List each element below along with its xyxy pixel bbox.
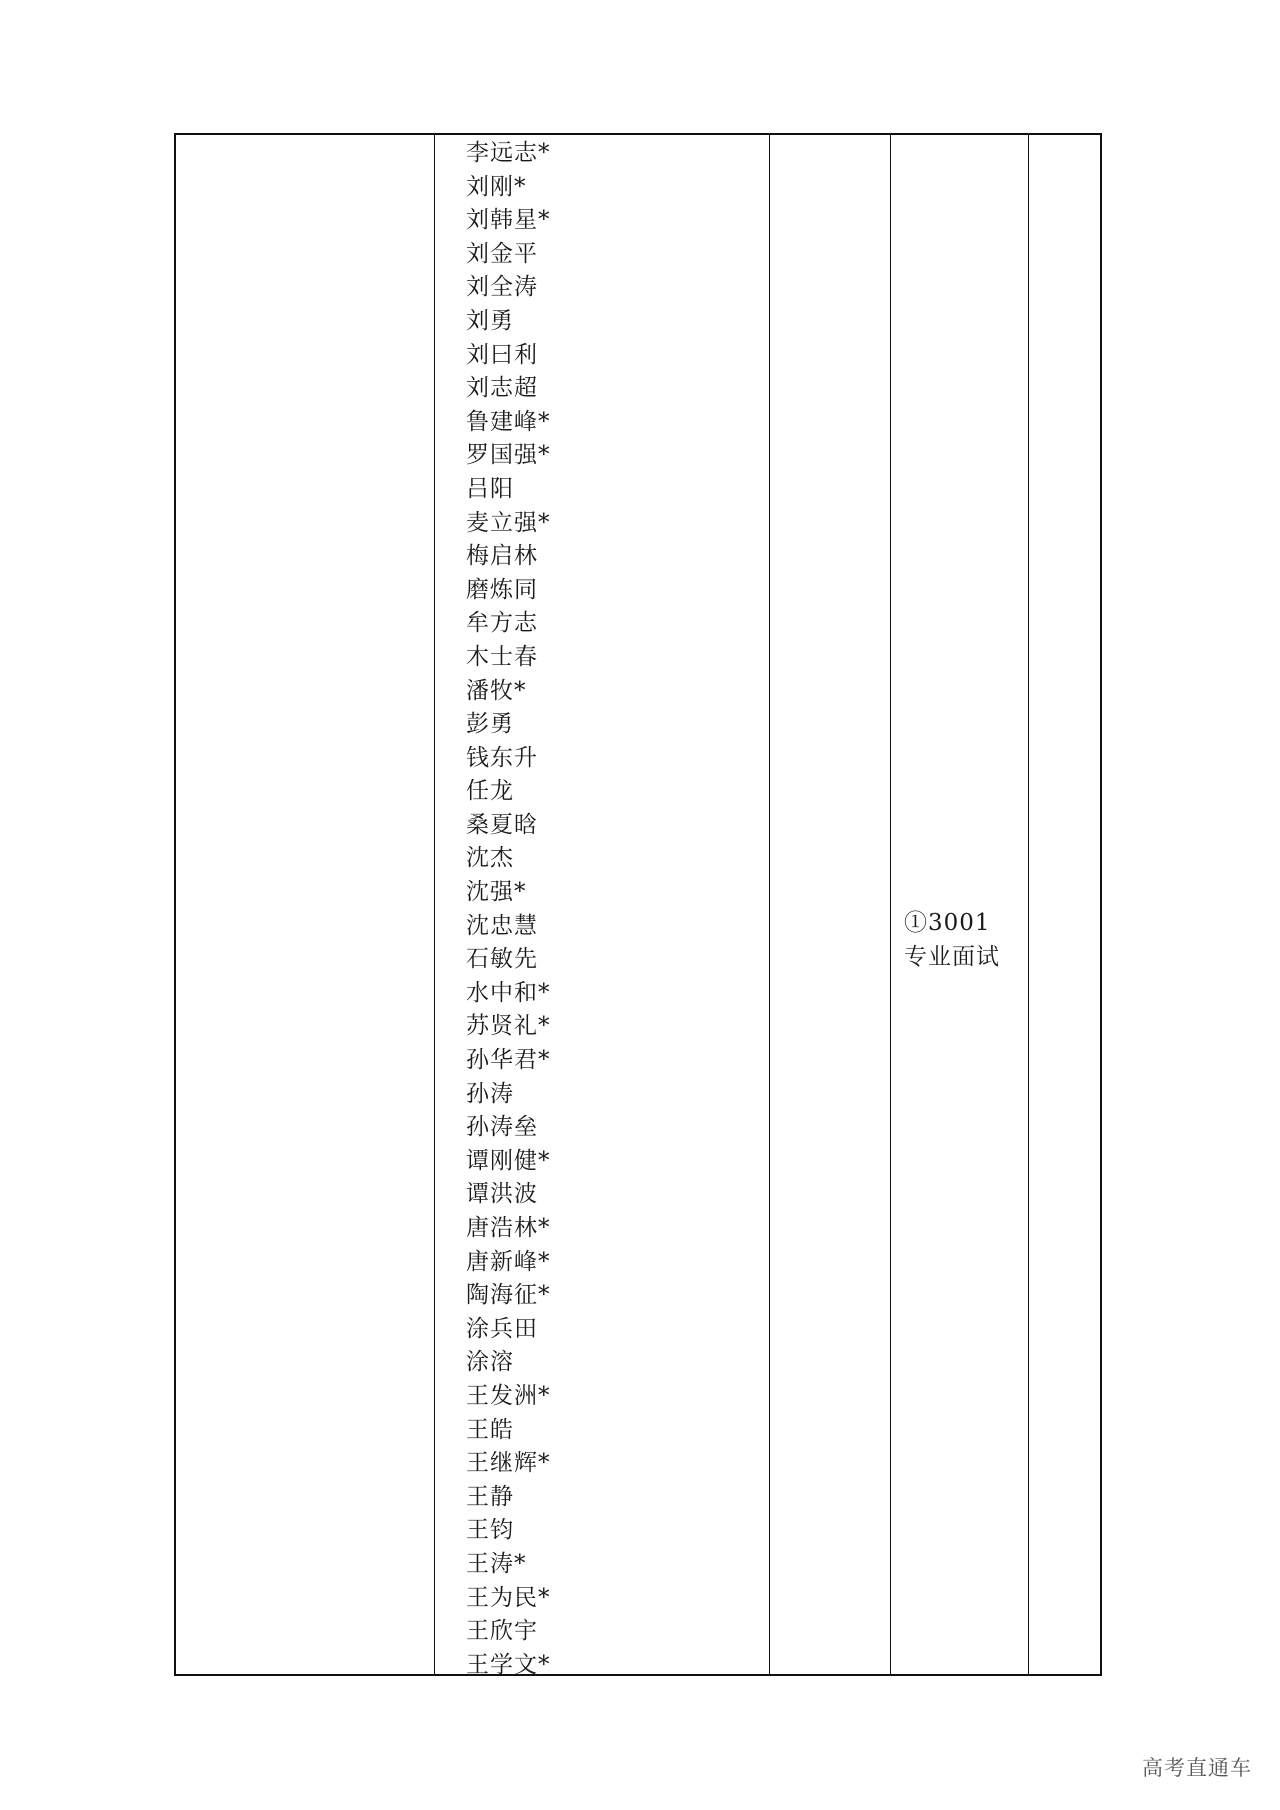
supervisor-name: 钱东升 — [466, 744, 538, 771]
supervisor-name: 刘刚* — [466, 173, 527, 200]
supervisor-name: 孙涛 — [466, 1080, 514, 1107]
supervisor-name: 涂兵田 — [466, 1315, 538, 1342]
supervisor-name: 涂溶 — [466, 1349, 514, 1376]
supervisor-name: 王钧 — [466, 1517, 514, 1544]
supervisor-name: 彭勇 — [466, 711, 514, 738]
supervisor-name: 沈忠慧 — [466, 912, 538, 939]
supervisor-name: 木士春 — [466, 643, 538, 670]
supervisor-name: 谭刚健* — [466, 1147, 551, 1174]
supervisor-name: 孙华君* — [466, 1047, 551, 1074]
table-column-supervisors — [434, 135, 769, 1678]
supervisor-name: 刘勇 — [466, 307, 514, 334]
supervisor-name: 王涛* — [466, 1550, 527, 1577]
supervisor-name: 王静 — [466, 1483, 514, 1510]
supervisor-name: 王为民* — [466, 1584, 551, 1611]
supervisor-name: 王欣宇 — [466, 1618, 538, 1645]
exam-subject-text: ①3001 专业面试 — [904, 910, 1000, 970]
supervisor-name: 唐新峰* — [466, 1248, 551, 1275]
supervisor-name: 沈杰 — [466, 845, 514, 872]
supervisor-name: 刘全涛 — [466, 274, 538, 301]
supervisor-name: 刘志超 — [466, 375, 538, 402]
watermark-text: 高考直通车 — [1142, 1756, 1252, 1780]
supervisor-name: 唐浩林* — [466, 1215, 551, 1241]
supervisor-name: 牟方志 — [466, 610, 538, 637]
supervisor-name: 陶海征* — [466, 1282, 551, 1309]
supervisor-name-list — [466, 137, 551, 1682]
supervisor-name: 任龙 — [466, 778, 514, 805]
supervisor-name: 刘金平 — [466, 240, 538, 267]
supervisor-name: 水中和* — [466, 979, 551, 1006]
supervisor-name: 刘韩星* — [466, 207, 551, 234]
supervisor-name: 李远志* — [466, 140, 551, 166]
supervisor-name: 吕阳 — [466, 475, 514, 502]
supervisor-name: 桑夏晗 — [466, 811, 538, 838]
supervisor-name: 磨炼同 — [466, 576, 538, 603]
supervisor-name: 苏贤礼* — [466, 1013, 551, 1040]
supervisor-name: 潘牧* — [466, 677, 527, 704]
supervisor-name: 王继辉* — [466, 1450, 551, 1477]
supervisor-name: 王发洲* — [466, 1382, 551, 1409]
supervisor-name: 沈强* — [466, 879, 527, 906]
supervisor-table — [174, 133, 1102, 1676]
table-column-department — [176, 135, 434, 1674]
supervisor-name: 罗国强* — [466, 442, 551, 469]
supervisor-name: 孙涛垒 — [466, 1114, 538, 1141]
supervisor-name: 谭洪波 — [466, 1181, 538, 1208]
supervisor-name: 刘曰利 — [466, 341, 538, 368]
supervisor-name: 王皓 — [466, 1416, 514, 1443]
supervisor-name: 王学文* — [466, 1651, 551, 1678]
supervisor-name: 梅启林 — [466, 543, 538, 570]
supervisor-name: 麦立强* — [466, 509, 551, 536]
supervisor-name: 石敏先 — [466, 946, 538, 973]
table-column-exam-subjects — [890, 135, 1028, 1674]
table-column-enrollment — [769, 135, 890, 1674]
supervisor-name: 鲁建峰* — [466, 408, 551, 435]
table-column-remarks — [1028, 135, 1100, 1674]
